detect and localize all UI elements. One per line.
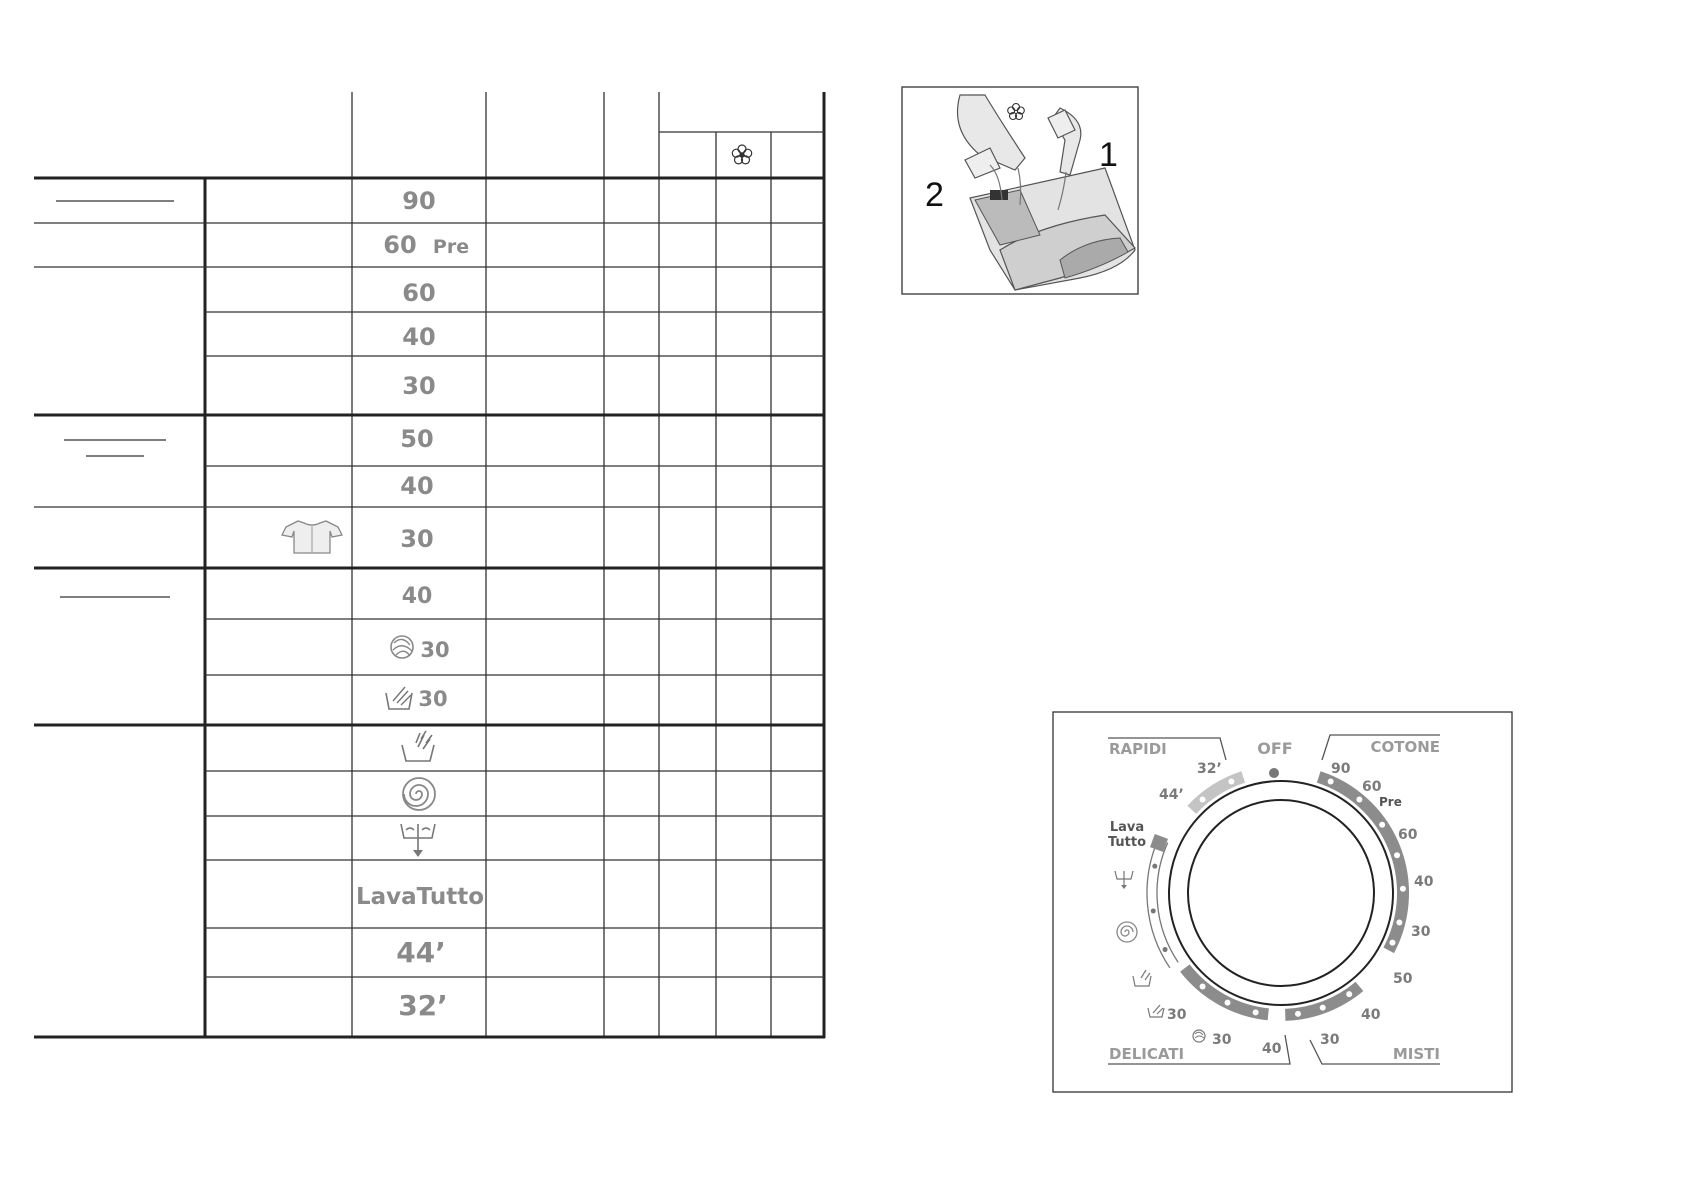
dial-group-misti: MISTI bbox=[1392, 1045, 1440, 1063]
program-pre-suffix: Pre bbox=[432, 236, 470, 258]
cotone-arc-dot bbox=[1328, 779, 1334, 785]
dial-mark-40-delicati: 40 bbox=[1262, 1041, 1282, 1057]
dial-mark-50: 50 bbox=[1393, 971, 1413, 987]
service-arc-dot bbox=[1163, 947, 1168, 952]
program-40-misti: 40 bbox=[400, 472, 434, 500]
cotone-arc-dot bbox=[1356, 797, 1362, 803]
program-90: 90 bbox=[402, 187, 436, 215]
delicati-arc-dot bbox=[1253, 1009, 1259, 1015]
cotone-arc-dot bbox=[1394, 852, 1400, 858]
dial-knob-inner bbox=[1188, 800, 1374, 986]
cotone-arc-dot bbox=[1400, 886, 1406, 892]
cotone-arc-dot bbox=[1396, 920, 1402, 926]
dial-mark-40-misti: 40 bbox=[1361, 1007, 1381, 1023]
flower-icon bbox=[732, 145, 751, 164]
program-44: 44’ bbox=[396, 936, 446, 969]
dial-group-delicati: DELICATI bbox=[1109, 1045, 1185, 1063]
dial-mark-90: 90 bbox=[1331, 761, 1351, 777]
shirt-icon bbox=[282, 521, 342, 553]
program-30-wool: 30 bbox=[420, 638, 450, 662]
program-60: 60 bbox=[402, 279, 436, 307]
cotone-arc-dot bbox=[1389, 940, 1395, 946]
dial-mark-44: 44’ bbox=[1159, 787, 1184, 803]
program-60-pre: 60 bbox=[383, 231, 417, 259]
off-indicator bbox=[1269, 768, 1279, 778]
misti-arc-dot bbox=[1346, 991, 1352, 997]
dial-mark-pre: Pre bbox=[1379, 795, 1402, 809]
program-30-hand: 30 bbox=[418, 687, 448, 711]
program-40-delicati: 40 bbox=[401, 584, 433, 609]
dial-mark-30-hand: 30 bbox=[1167, 1007, 1187, 1023]
dial-mark-lava: Lava bbox=[1109, 820, 1145, 835]
rapidi-arc-dot bbox=[1228, 779, 1234, 785]
delicati-arc-dot bbox=[1225, 1000, 1231, 1006]
misti-arc-dot bbox=[1295, 1011, 1301, 1017]
program-30-shirt: 30 bbox=[400, 525, 434, 553]
program-dial bbox=[1053, 712, 1512, 1092]
rinse-icon bbox=[402, 731, 434, 761]
dial-group-rapidi: RAPIDI bbox=[1109, 740, 1167, 758]
compartment-2-label: 2 bbox=[925, 176, 944, 214]
spin-icon bbox=[403, 778, 435, 810]
service-arc-dot bbox=[1152, 864, 1157, 869]
compartment-1-label: 1 bbox=[1099, 136, 1118, 174]
program-40: 40 bbox=[402, 323, 436, 351]
service-arc-dot bbox=[1151, 908, 1156, 913]
program-30: 30 bbox=[402, 372, 436, 400]
dial-mark-30-wool: 30 bbox=[1212, 1032, 1232, 1048]
rapidi-arc-dot bbox=[1200, 797, 1206, 803]
misti-arc-dot bbox=[1320, 1005, 1326, 1011]
dial-mark-40: 40 bbox=[1414, 874, 1434, 890]
program-32: 32’ bbox=[398, 989, 448, 1022]
dial-mark-30: 30 bbox=[1411, 924, 1431, 940]
delicati-arc-dot bbox=[1200, 983, 1206, 989]
drain-icon bbox=[401, 824, 435, 857]
dial-group-off: OFF bbox=[1257, 739, 1293, 758]
program-50: 50 bbox=[400, 425, 434, 453]
dial-group-cotone: COTONE bbox=[1370, 738, 1440, 756]
cotone-arc-dot bbox=[1379, 822, 1385, 828]
dial-mark-30-misti: 30 bbox=[1320, 1032, 1340, 1048]
detergent-drawer-illustration bbox=[902, 87, 1138, 294]
dial-mark-tutto: Tutto bbox=[1107, 835, 1147, 850]
dial-mark-32: 32’ bbox=[1197, 761, 1222, 777]
dial-mark-60: 60 bbox=[1398, 827, 1418, 843]
program-lavatutto: LavaTutto bbox=[355, 884, 485, 910]
handwash-icon bbox=[386, 687, 412, 709]
wool-icon bbox=[391, 636, 413, 658]
dial-mark-60-pre: 60 bbox=[1362, 779, 1382, 795]
